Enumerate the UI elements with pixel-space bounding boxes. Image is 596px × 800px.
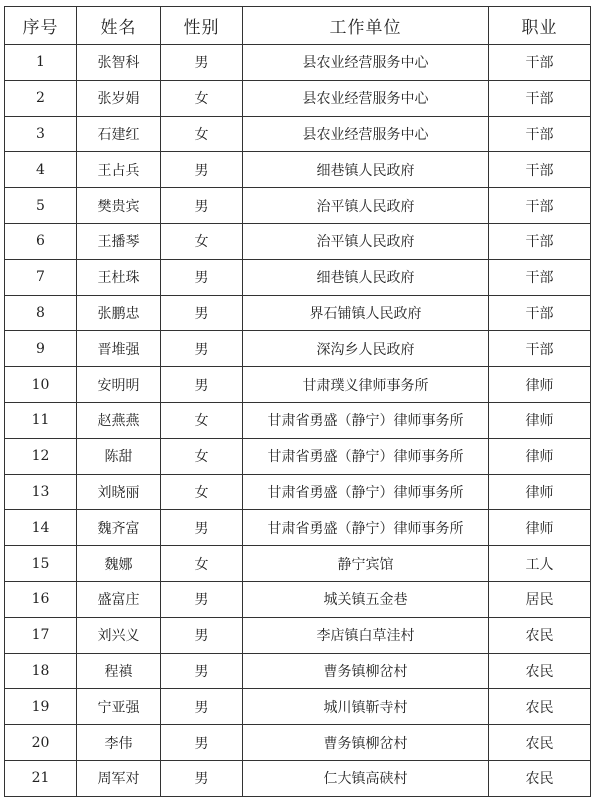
cell-unit: 李店镇白草洼村 — [243, 617, 489, 653]
cell-name: 赵燕燕 — [77, 402, 161, 438]
table-row — [5, 188, 591, 224]
cell-job: 律师 — [489, 438, 591, 474]
cell-no: 15 — [5, 546, 77, 582]
cell-sex: 男 — [161, 45, 243, 81]
cell-name: 王播琴 — [77, 223, 161, 259]
cell-unit: 县农业经营服务中心 — [243, 80, 489, 116]
cell-name: 张智科 — [77, 45, 161, 81]
cell-no: 21 — [5, 760, 77, 796]
table-body — [5, 45, 591, 797]
personnel-table — [4, 6, 591, 797]
cell-unit: 治平镇人民政府 — [243, 188, 489, 224]
cell-job: 律师 — [489, 474, 591, 510]
table-row — [5, 653, 591, 689]
cell-sex: 女 — [161, 402, 243, 438]
cell-sex: 女 — [161, 438, 243, 474]
cell-unit: 曹务镇柳岔村 — [243, 725, 489, 761]
cell-name: 魏齐富 — [77, 510, 161, 546]
cell-unit: 静宁宾馆 — [243, 546, 489, 582]
cell-no: 9 — [5, 331, 77, 367]
table-row — [5, 617, 591, 653]
header-row — [5, 7, 591, 45]
cell-no: 16 — [5, 581, 77, 617]
cell-unit: 甘肃省勇盛（静宁）律师事务所 — [243, 474, 489, 510]
cell-name: 盛富庄 — [77, 581, 161, 617]
cell-unit: 甘肃璞义律师事务所 — [243, 367, 489, 403]
cell-name: 宁亚强 — [77, 689, 161, 725]
header-job: 职业 — [489, 7, 591, 45]
cell-sex: 女 — [161, 116, 243, 152]
cell-job: 干部 — [489, 188, 591, 224]
cell-unit: 曹务镇柳岔村 — [243, 653, 489, 689]
cell-job: 干部 — [489, 223, 591, 259]
cell-sex: 男 — [161, 259, 243, 295]
cell-sex: 男 — [161, 331, 243, 367]
cell-no: 20 — [5, 725, 77, 761]
cell-job: 干部 — [489, 45, 591, 81]
cell-unit: 细巷镇人民政府 — [243, 259, 489, 295]
header-unit: 工作单位 — [243, 7, 489, 45]
cell-no: 8 — [5, 295, 77, 331]
cell-job: 干部 — [489, 116, 591, 152]
table-row — [5, 116, 591, 152]
cell-job: 农民 — [489, 760, 591, 796]
cell-unit: 城川镇靳寺村 — [243, 689, 489, 725]
cell-sex: 女 — [161, 546, 243, 582]
cell-sex: 男 — [161, 581, 243, 617]
cell-sex: 男 — [161, 617, 243, 653]
cell-sex: 男 — [161, 689, 243, 725]
cell-no: 1 — [5, 45, 77, 81]
cell-name: 程禛 — [77, 653, 161, 689]
document-page — [4, 6, 590, 797]
cell-unit: 甘肃省勇盛（静宁）律师事务所 — [243, 402, 489, 438]
table-row — [5, 402, 591, 438]
cell-name: 陈甜 — [77, 438, 161, 474]
cell-no: 19 — [5, 689, 77, 725]
cell-job: 农民 — [489, 653, 591, 689]
cell-job: 干部 — [489, 152, 591, 188]
table-row — [5, 367, 591, 403]
cell-no: 10 — [5, 367, 77, 403]
cell-job: 居民 — [489, 581, 591, 617]
cell-name: 刘晓丽 — [77, 474, 161, 510]
cell-name: 张岁娟 — [77, 80, 161, 116]
cell-sex: 男 — [161, 725, 243, 761]
cell-no: 6 — [5, 223, 77, 259]
cell-name: 张鹏忠 — [77, 295, 161, 331]
table-header — [5, 7, 591, 45]
cell-name: 王杜珠 — [77, 259, 161, 295]
cell-name: 石建红 — [77, 116, 161, 152]
table-row — [5, 474, 591, 510]
table-row — [5, 546, 591, 582]
cell-job: 律师 — [489, 510, 591, 546]
cell-unit: 甘肃省勇盛（静宁）律师事务所 — [243, 510, 489, 546]
cell-sex: 男 — [161, 760, 243, 796]
table-row — [5, 438, 591, 474]
table-row — [5, 259, 591, 295]
cell-no: 11 — [5, 402, 77, 438]
cell-sex: 男 — [161, 152, 243, 188]
cell-no: 17 — [5, 617, 77, 653]
cell-unit: 甘肃省勇盛（静宁）律师事务所 — [243, 438, 489, 474]
cell-no: 12 — [5, 438, 77, 474]
cell-no: 18 — [5, 653, 77, 689]
cell-unit: 县农业经营服务中心 — [243, 116, 489, 152]
cell-no: 2 — [5, 80, 77, 116]
cell-unit: 治平镇人民政府 — [243, 223, 489, 259]
cell-sex: 男 — [161, 653, 243, 689]
cell-no: 4 — [5, 152, 77, 188]
cell-unit: 细巷镇人民政府 — [243, 152, 489, 188]
cell-no: 13 — [5, 474, 77, 510]
cell-unit: 深沟乡人民政府 — [243, 331, 489, 367]
cell-job: 农民 — [489, 725, 591, 761]
cell-sex: 男 — [161, 295, 243, 331]
table-row — [5, 581, 591, 617]
table-row — [5, 223, 591, 259]
table-row — [5, 45, 591, 81]
cell-sex: 男 — [161, 367, 243, 403]
cell-no: 7 — [5, 259, 77, 295]
table-row — [5, 295, 591, 331]
cell-name: 周军对 — [77, 760, 161, 796]
cell-sex: 女 — [161, 223, 243, 259]
table-row — [5, 510, 591, 546]
table-row — [5, 152, 591, 188]
cell-name: 安明明 — [77, 367, 161, 403]
cell-name: 樊贵宾 — [77, 188, 161, 224]
header-no: 序号 — [5, 7, 77, 45]
cell-unit: 仁大镇高硖村 — [243, 760, 489, 796]
table-row — [5, 331, 591, 367]
header-sex: 性别 — [161, 7, 243, 45]
cell-job: 干部 — [489, 331, 591, 367]
cell-name: 魏娜 — [77, 546, 161, 582]
cell-no: 14 — [5, 510, 77, 546]
table-row — [5, 689, 591, 725]
table-row — [5, 80, 591, 116]
cell-name: 晋堆强 — [77, 331, 161, 367]
table-row — [5, 725, 591, 761]
cell-job: 农民 — [489, 689, 591, 725]
cell-sex: 男 — [161, 510, 243, 546]
cell-unit: 城关镇五金巷 — [243, 581, 489, 617]
cell-job: 工人 — [489, 546, 591, 582]
cell-job: 律师 — [489, 402, 591, 438]
cell-unit: 县农业经营服务中心 — [243, 45, 489, 81]
cell-job: 干部 — [489, 295, 591, 331]
cell-job: 干部 — [489, 259, 591, 295]
header-name: 姓名 — [77, 7, 161, 45]
cell-no: 5 — [5, 188, 77, 224]
cell-name: 王占兵 — [77, 152, 161, 188]
cell-name: 刘兴义 — [77, 617, 161, 653]
cell-sex: 女 — [161, 80, 243, 116]
cell-job: 律师 — [489, 367, 591, 403]
cell-sex: 女 — [161, 474, 243, 510]
cell-sex: 男 — [161, 188, 243, 224]
cell-no: 3 — [5, 116, 77, 152]
cell-name: 李伟 — [77, 725, 161, 761]
cell-job: 农民 — [489, 617, 591, 653]
cell-unit: 界石铺镇人民政府 — [243, 295, 489, 331]
cell-job: 干部 — [489, 80, 591, 116]
table-row — [5, 760, 591, 796]
